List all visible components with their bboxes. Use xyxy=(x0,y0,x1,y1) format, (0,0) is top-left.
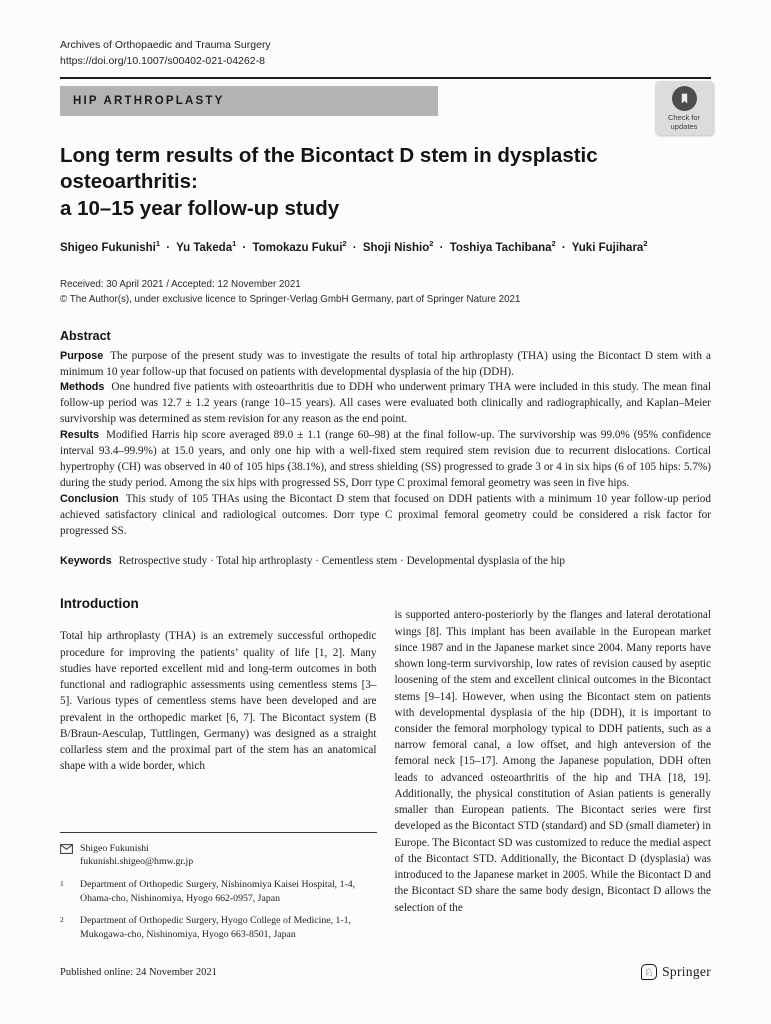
journal-name: Archives of Orthopaedic and Trauma Surgery xyxy=(60,39,271,51)
right-column xyxy=(395,596,712,950)
corresponding-author-name: Shigeo Fukunishi xyxy=(80,842,149,854)
keywords-text: Retrospective study · Total hip arthroplasty · Cementless stem · Developmental dysplasia of the hip xyxy=(118,555,566,568)
header-rule xyxy=(60,77,711,79)
author-list xyxy=(60,239,711,254)
author: Yu Takeda$^1$ xyxy=(176,239,237,255)
abstract-methods: Methods One hundred five patients with osteoarthritis due to DDH who underwent primary THA were included in this study. The mean final follow-up period was 12.7 ± 1.2 years (range 10–15 years). All cases were evaluated both clinically and radiographically, and Kaplan–Meier survivorship was determined as stem revision for any reason as the end point. xyxy=(60,381,711,426)
article-title xyxy=(60,143,711,223)
springer-logo xyxy=(641,964,711,980)
article-title-line1: Long term results of the Bicontact D stem in dysplastic osteoarthritis: xyxy=(60,143,598,194)
section-banner: HIP ARTHROPLASTY xyxy=(60,86,438,116)
update-badge-icon xyxy=(672,86,697,111)
affiliation xyxy=(60,878,377,906)
body-columns xyxy=(60,596,711,950)
received-accepted-line: Received: 30 April 2021 / Accepted: 12 November 2021 xyxy=(60,279,301,291)
affiliation-text: Department of Orthopedic Surgery, Hyogo College of Medicine, 1-1, Mukogawa-cho, Nishinomiya, Hyogo 663-8501, Japan xyxy=(80,915,351,941)
author: Shoji Nishio$^2$ xyxy=(362,239,434,255)
update-badge-label: Check for updates xyxy=(667,113,701,131)
doi-link[interactable]: https://doi.org/10.1007/s00402-021-04262-8 xyxy=(60,54,265,67)
section-banner-row xyxy=(60,86,711,116)
intro-paragraph-left: Total hip arthroplasty (THA) is an extremely successful orthopedic procedure for improving the patients’ quality of life [1, 2]. Many studies have reported excellent mid and long-term outcomes in both functional and radiographic assessments using cementless stems [3–5]. Various types of cementless stems have been developed and are prevalent in the orthopedic market [6, 7]. The Bicontact system (B B/Braun-Aesculap, Tuttlingen, Germany) was designed as a straight collarless stem and the proximal part of the stem has an anatomical shape with a wide border, which xyxy=(60,630,377,773)
affiliation-number: 2 xyxy=(60,915,64,925)
author: Yuki Fujihara$^2$ xyxy=(571,239,648,255)
abstract-heading: Abstract xyxy=(60,328,111,343)
page-footer xyxy=(60,964,711,980)
corresponding-author-email[interactable]: fukunishi.shigeo@hmw.gr.jp xyxy=(80,856,194,868)
springer-wordmark: Springer xyxy=(662,964,711,979)
check-for-updates-badge[interactable] xyxy=(655,81,713,135)
bookmark-icon xyxy=(678,92,691,105)
author-separator: · xyxy=(166,242,171,255)
left-column xyxy=(60,596,377,950)
author-separator: · xyxy=(352,242,357,255)
affiliation-text: Department of Orthopedic Surgery, Nishinomiya Kaisei Hospital, 1-4, Ohama-cho, Nishinomiya, Hyogo 662-0957, Japan xyxy=(80,879,356,905)
published-online: Published online: 24 November 2021 xyxy=(60,966,217,978)
author: Toshiya Tachibana$^2$ xyxy=(449,239,556,255)
journal-header xyxy=(60,38,711,70)
abstract-purpose: Purpose The purpose of the present study was to investigate the results of total hip arthroplasty (THA) using the Bicontact D stem with a minimum 10 year follow-up that focused on patients with developmental dysplasia of the hip (DDH). xyxy=(60,349,711,378)
author-separator: · xyxy=(561,242,566,255)
springer-horse-icon: ♘ xyxy=(641,964,657,980)
abstract-section xyxy=(60,329,711,540)
footnote-rule xyxy=(60,832,377,833)
keywords-line xyxy=(60,554,711,570)
footnotes-block xyxy=(60,826,377,950)
affiliation-number: 1 xyxy=(60,879,64,889)
email-icon xyxy=(60,842,73,870)
corresponding-author-block xyxy=(60,842,377,870)
author: Shigeo Fukunishi$^1$ xyxy=(60,239,161,255)
author-separator: · xyxy=(242,242,247,255)
affiliation xyxy=(60,914,377,942)
author: Tomokazu Fukui$^2$ xyxy=(252,239,347,255)
abstract-results: Results Modified Harris hip score averaged 89.0 ± 1.1 (range 60–98) at the final follow-up. The survivorship was 99.0% (95% confidence interval 93.4–99.9%) at 15.0 years, and only one hip with a well-fixed stem required stem revision due to recurrent dislocations. Cortical hypertrophy (CH) was observed in 40 of 105 hips (38.1%), and stress shielding (SS) progressed to grade 3 or 4 in six hips (6 of 105 hips: 5.7%) during the study period. Among the six hips with progressed SS, Dorr type C proximal femoral geometry was seen in five hips. xyxy=(60,429,711,489)
abstract-conclusion: Conclusion This study of 105 THAs using the Bicontact D stem that focused on DDH patients with a minimum 10 year follow-up period achieved satisfactory clinical and radiological outcomes. Dorr type C proximal femoral geometry could be considered a risk factor for progressed SS. xyxy=(60,492,711,537)
author-separator: · xyxy=(439,242,444,255)
intro-paragraph-right: is supported antero-posteriorly by the flanges and lateral derotational wings [8]. This implant has been available in the European market since 1987 and in the Japanese market since 2004. Many reports have shown long-term survivorship, low rates of revision caused by aseptic loosening of the stem and excellent clinical outcomes in the Bicontact stems [9–14]. However, when using the Bicontact stem on patients with developmental dysplasia of the hip (DDH), it is important to consider the femoral morphology typical to DDH patients, such as a narrow femoral canal, a low offset, and high anteversion of the femoral neck [15–17]. Among the Japanese population, DDH often leads to advanced osteoarthritis of the hip and THA [18, 19]. Additionally, the physical constitution of Asian patients is generally smaller than European patients. The Bicontact series were first developed as the Bicontact STD (standard) and SD (small diameter) in Europe. The Bicontact SD was customized to reduce the medial aspect of the Bicontact STD. Additionally, the Bicontact D (dysplasia) was introduced to the Japanese market in 2005. While the Bicontact D and the Bicontact SD share the same body design, Bicontact D allows the selection of the xyxy=(394,609,711,914)
article-title-line2: a 10–15 year follow-up study xyxy=(60,196,340,220)
article-history xyxy=(60,277,711,307)
introduction-heading: Introduction xyxy=(60,596,139,612)
keywords-label: Keywords xyxy=(60,555,112,568)
copyright-line: © The Author(s), under exclusive licence to Springer-Verlag GmbH Germany, part of Springer Nature 2021 xyxy=(60,294,521,306)
